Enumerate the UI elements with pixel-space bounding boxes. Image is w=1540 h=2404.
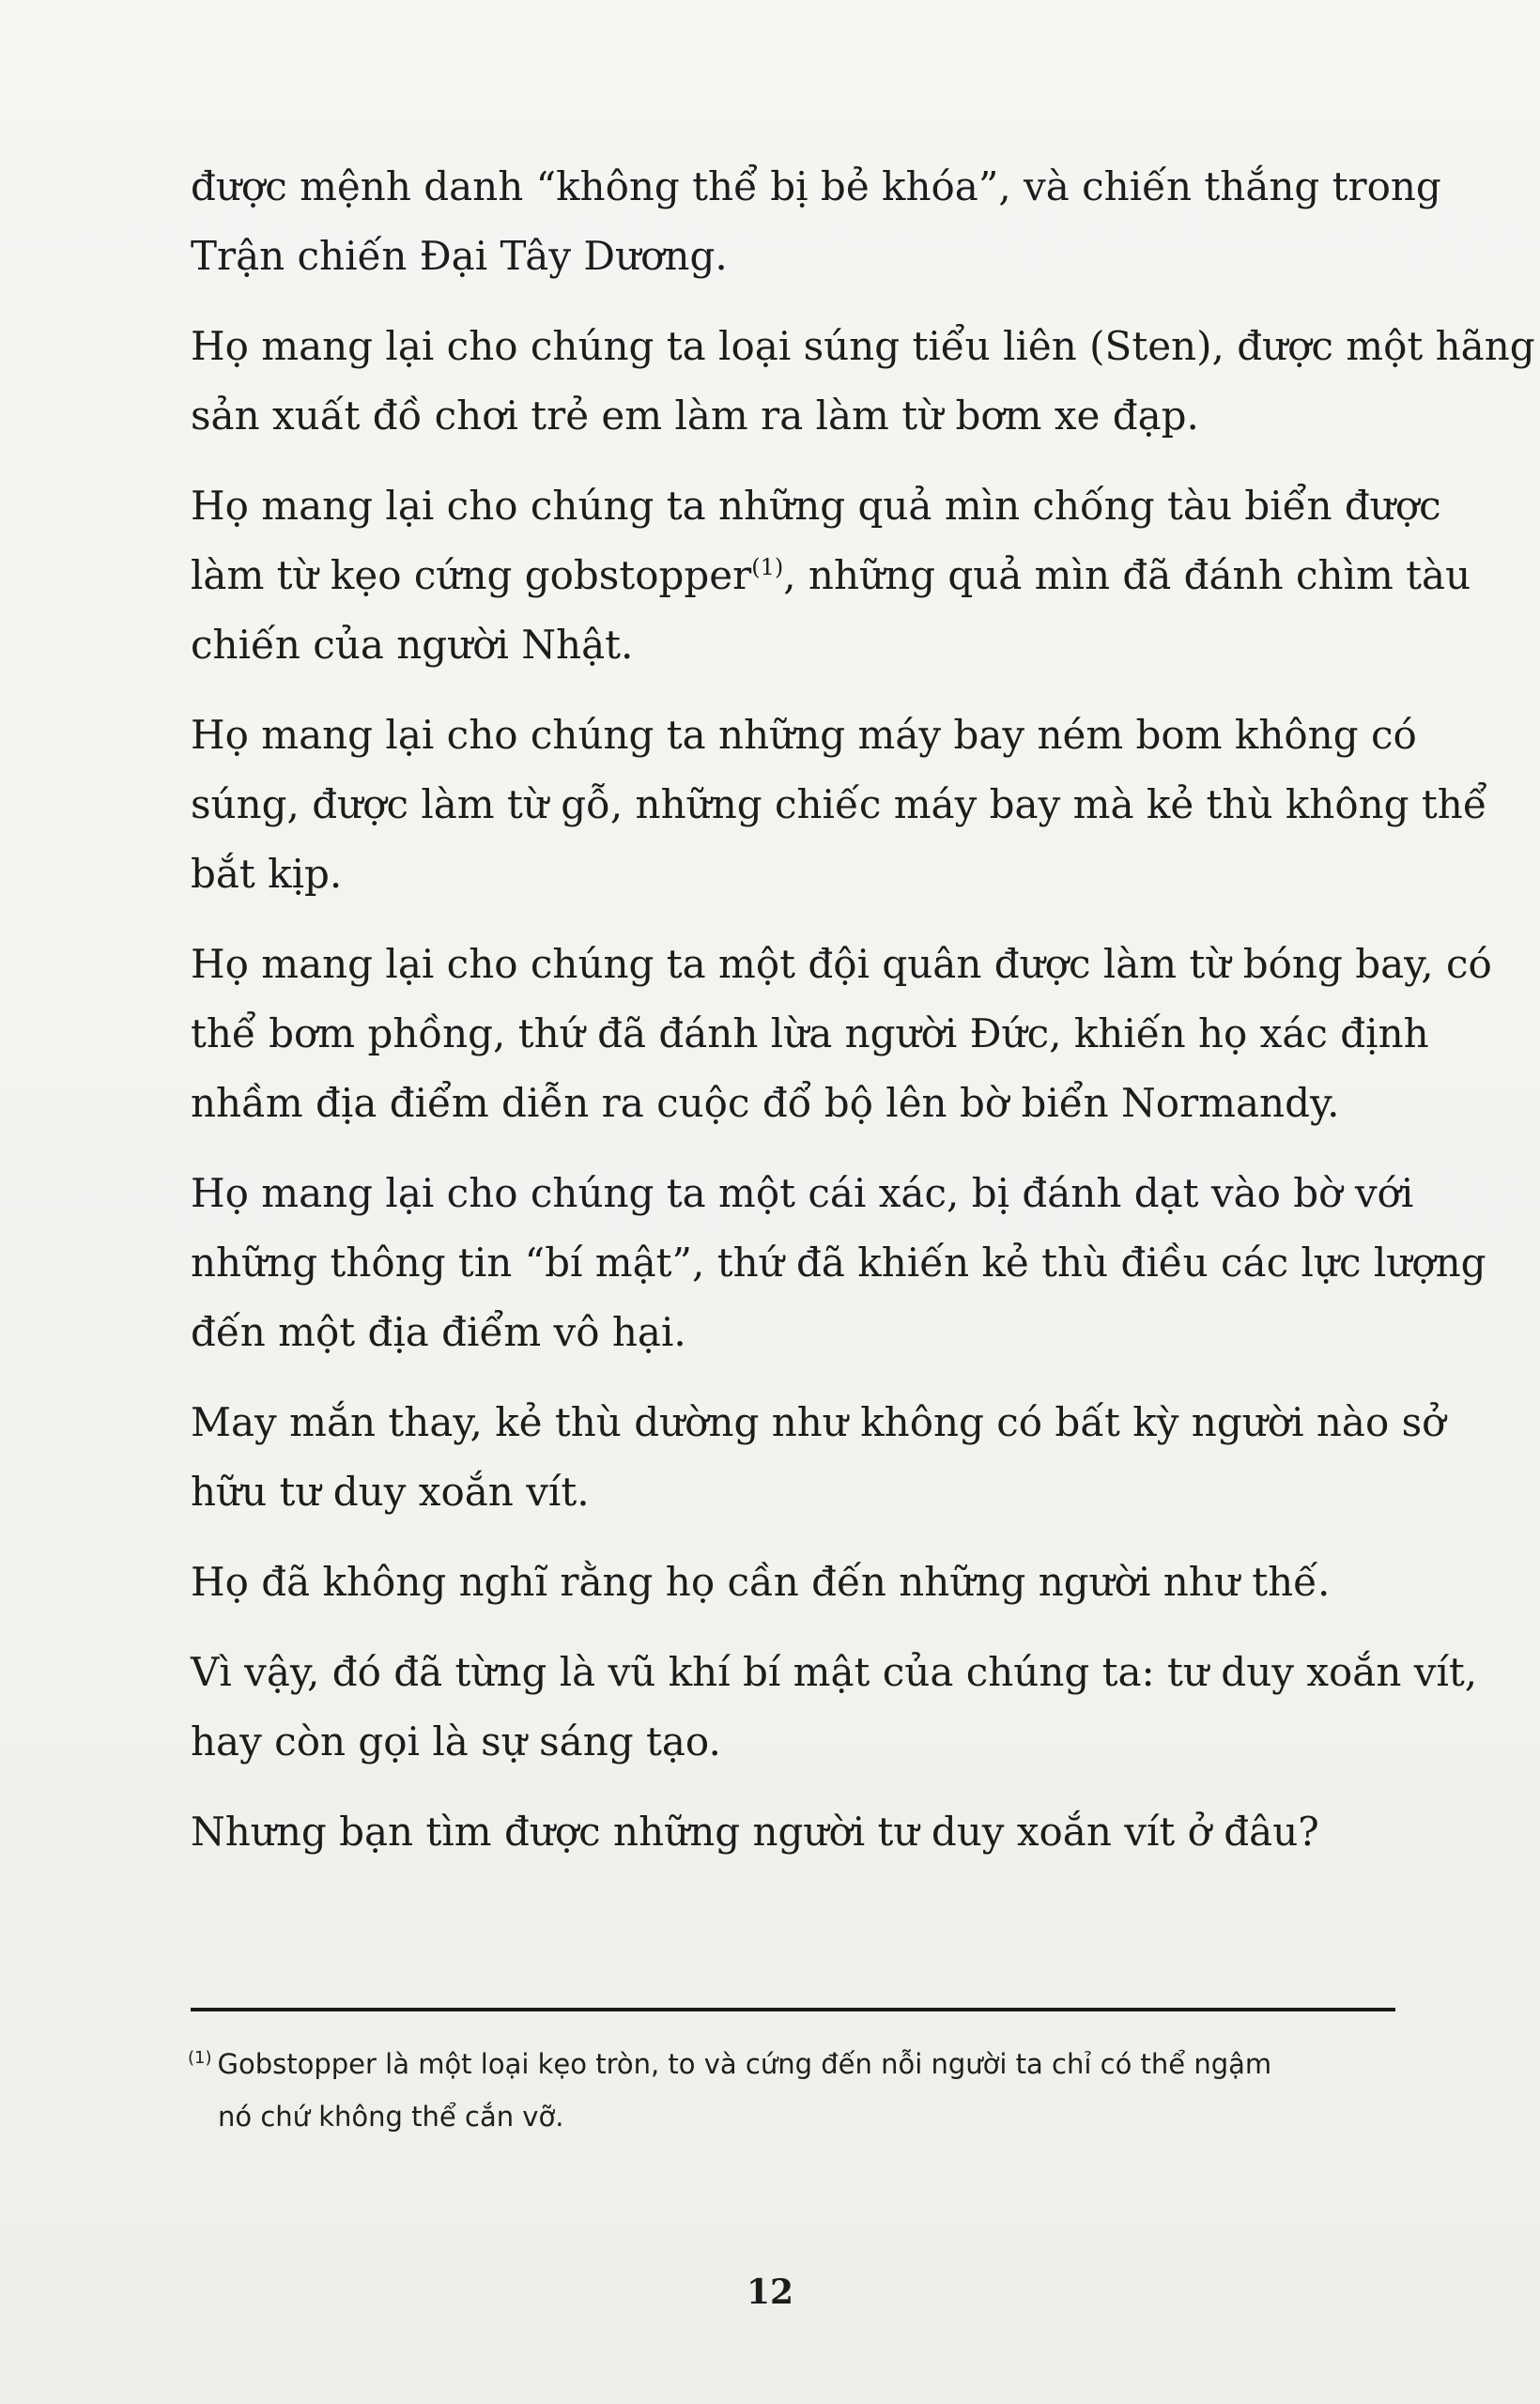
text-line: đến một địa điểm vô hại. [191, 1309, 686, 1355]
paragraph [191, 312, 1535, 451]
text-line: súng, được làm từ gỗ, những chiếc máy bay mà kẻ thù không thể [191, 781, 1487, 827]
text-line: Họ mang lại cho chúng ta một cái xác, bị đánh dạt vào bờ với [191, 1170, 1414, 1216]
text-line: nhầm địa điểm diễn ra cuộc đổ bộ lên bờ biển Normandy. [191, 1080, 1340, 1126]
text-line: hay còn gọi là sự sáng tạo. [191, 1718, 721, 1764]
footnote-text: Gobstopper là một loại kẹo tròn, to và cứng đến nỗi người ta chỉ có thể ngậm [217, 2048, 1272, 2080]
text-line: Họ mang lại cho chúng ta loại súng tiểu liên (Sten), được một hãng [191, 323, 1535, 369]
text-line: May mắn thay, kẻ thù dường như không có bất kỳ người nào sở [191, 1399, 1446, 1445]
paragraph [191, 1638, 1478, 1777]
paragraph [191, 701, 1487, 909]
paragraph [191, 930, 1492, 1138]
text-line [191, 541, 1471, 610]
text-line: được mệnh danh “không thể bị bẻ khóa”, và chiến thắng trong [191, 163, 1441, 209]
text-line: Họ mang lại cho chúng ta những quả mìn chống tàu biển được [191, 483, 1441, 529]
text-line: bắt kịp. [191, 851, 343, 897]
text-line: Họ mang lại cho chúng ta một đội quân được làm từ bóng bay, có [191, 941, 1492, 987]
text-line: Trận chiến Đại Tây Dương. [191, 233, 728, 279]
text-segment: , những quả mìn đã đánh chìm tàu [783, 552, 1471, 598]
text-line: thể bơm phồng, thứ đã đánh lừa người Đức, khiến họ xác định [191, 1010, 1429, 1056]
body-text [191, 152, 1535, 1888]
text-line: Vì vậy, đó đã từng là vũ khí bí mật của chúng ta: tư duy xoắn vít, [191, 1649, 1478, 1695]
text-segment: làm từ kẹo cứng gobstopper [191, 552, 752, 598]
paragraph [191, 1548, 1411, 1617]
paragraph [191, 1388, 1446, 1527]
footnote-line: nó chứ không thể cắn vỡ. [218, 2101, 564, 2133]
text-line: Họ mang lại cho chúng ta những máy bay ném bom không có [191, 712, 1417, 758]
text-line: Nhưng bạn tìm được những người tư duy xoắn vít ở đâu? [191, 1809, 1319, 1855]
footnote [188, 2038, 1409, 2143]
text-line: hữu tư duy xoắn vít. [191, 1469, 590, 1515]
paragraph [191, 152, 1441, 291]
footnote-divider [191, 2008, 1395, 2011]
text-line: Họ đã không nghĩ rằng họ cần đến những người như thế. [191, 1559, 1331, 1605]
footnote-mark: (1) [188, 2048, 212, 2069]
text-line: những thông tin “bí mật”, thứ đã khiến kẻ thù điều các lực lượng [191, 1240, 1486, 1286]
paragraph [191, 1159, 1486, 1367]
text-line: sản xuất đồ chơi trẻ em làm ra làm từ bơm xe đạp. [191, 393, 1199, 439]
text-line: chiến của người Nhật. [191, 622, 634, 668]
paragraph [191, 1797, 1411, 1867]
page-number: 12 [746, 2273, 794, 2312]
footnote-line [188, 2038, 1409, 2090]
footnote-reference[interactable]: (1) [751, 554, 784, 580]
paragraph [191, 471, 1471, 680]
